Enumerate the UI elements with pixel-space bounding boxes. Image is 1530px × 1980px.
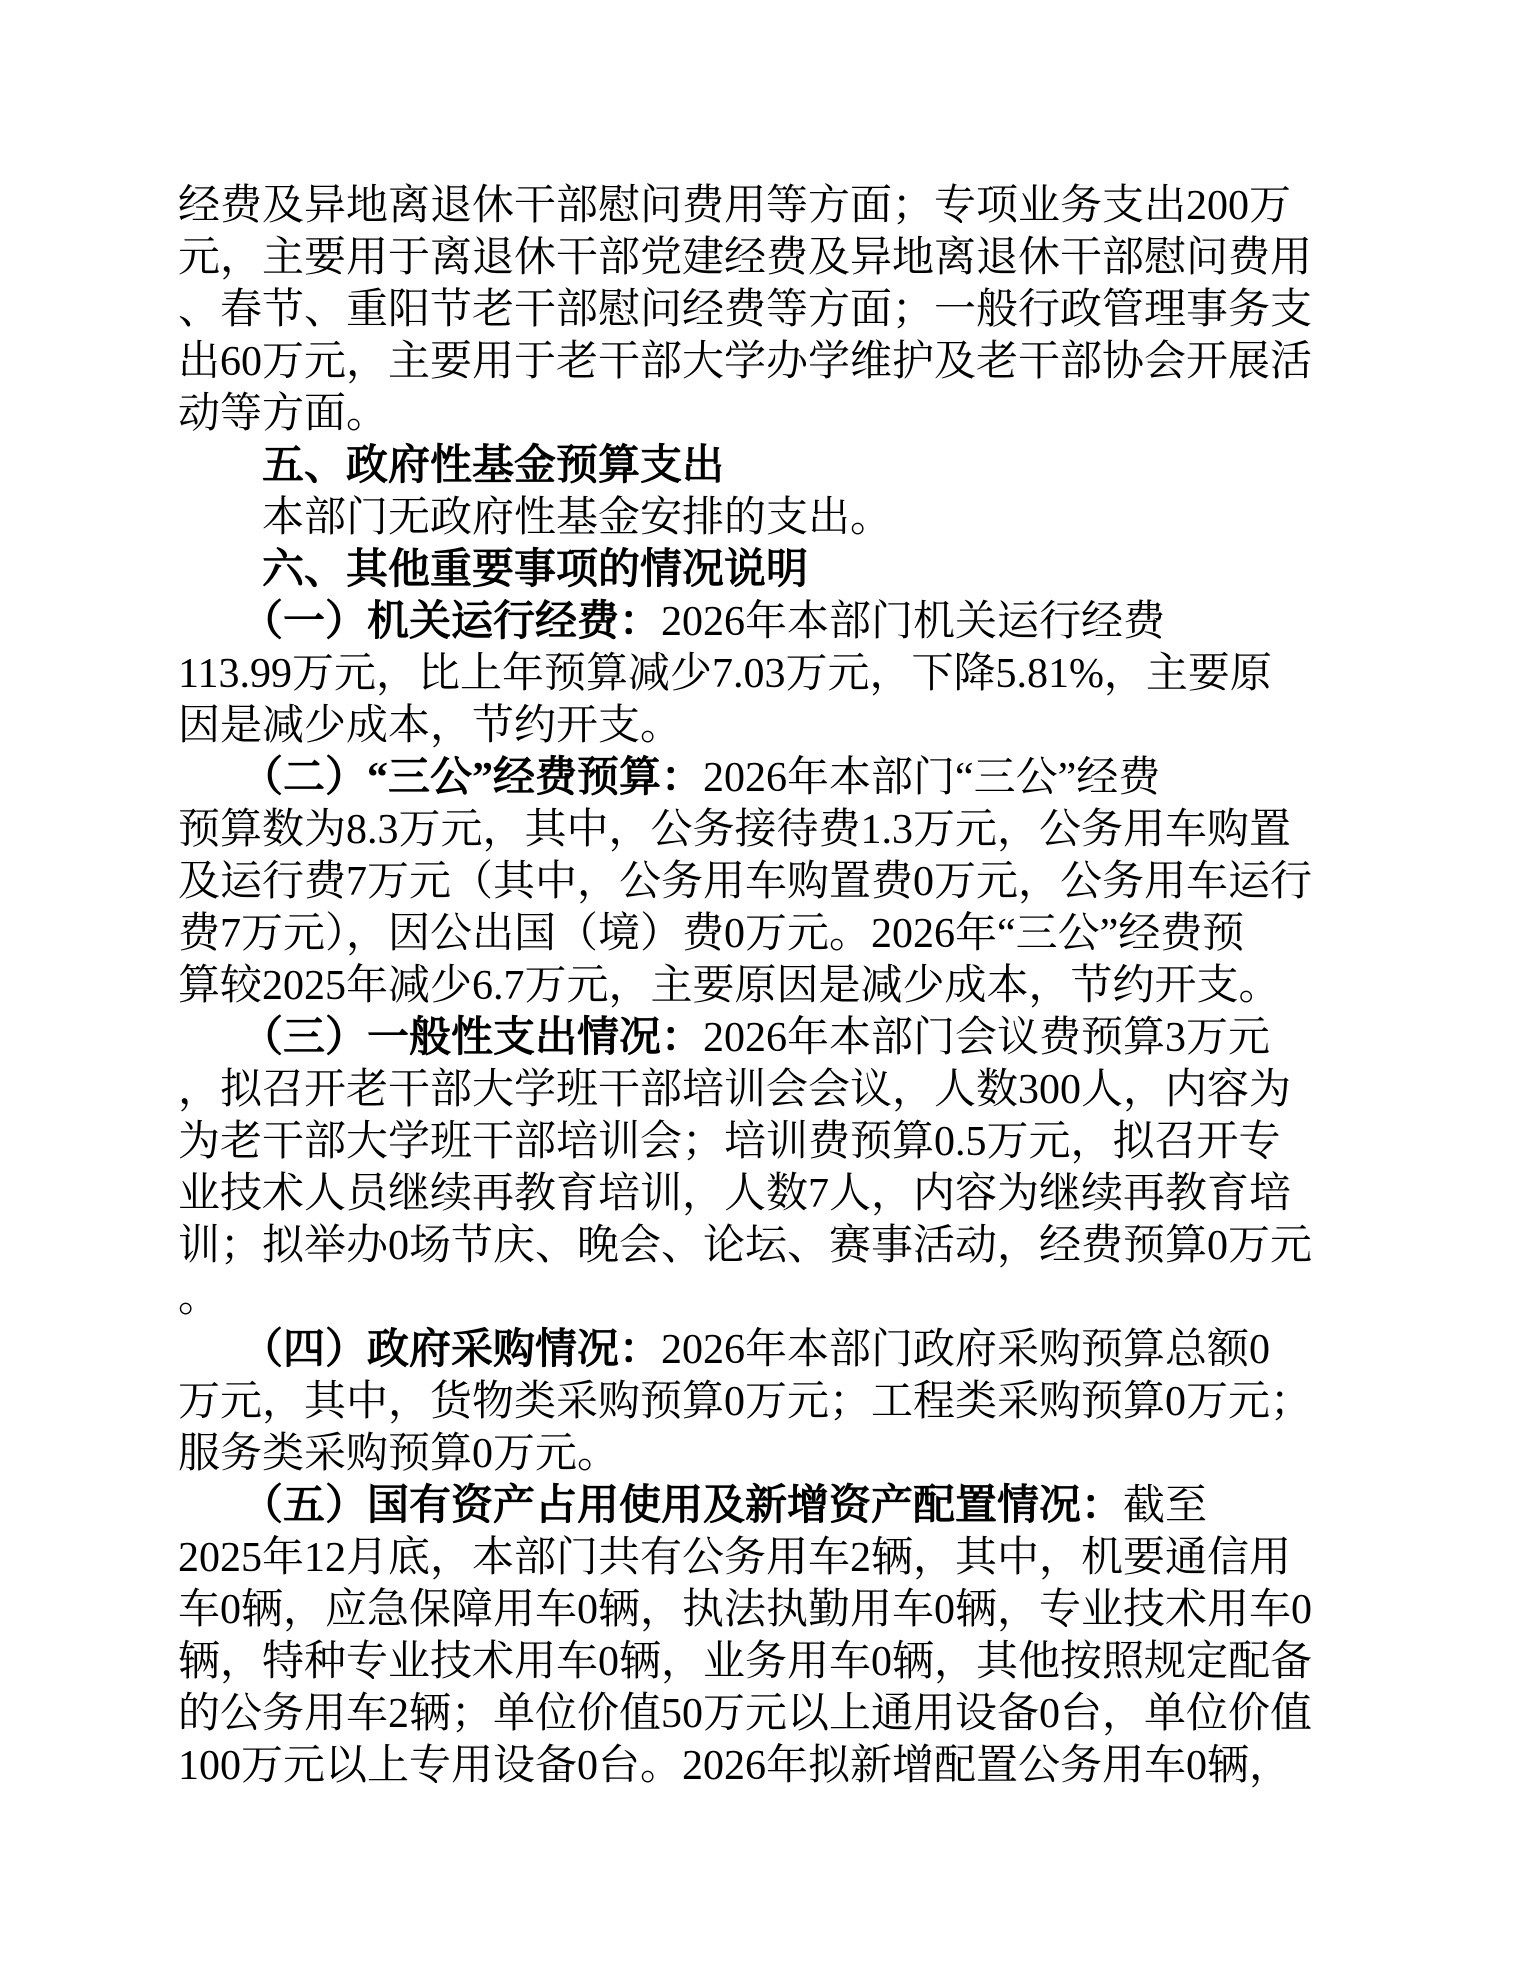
bold-heading-text: （一）机关运行经费： (178, 599, 662, 645)
text-line (178, 804, 1358, 856)
text-line (178, 1168, 1358, 1220)
text-line (178, 1220, 1358, 1272)
body-text: 辆，特种专业技术用车0辆，业务用车0辆，其他按照规定配备 (178, 1639, 1313, 1685)
bold-heading-text: 六、其他重要事项的情况说明 (178, 547, 809, 593)
text-line (178, 232, 1358, 284)
bold-heading-text: （五）国有资产占用使用及新增资产配置情况： (178, 1483, 1124, 1529)
text-line (178, 1584, 1358, 1636)
body-text: ，拟召开老干部大学班干部培训会会议，人数300人，内容为 (178, 1067, 1292, 1113)
text-line (178, 440, 1358, 492)
bold-heading-text: （四）政府采购情况： (178, 1327, 662, 1373)
text-line (178, 1324, 1358, 1376)
body-text: 训；拟举办0场节庆、晚会、论坛、赛事活动，经费预算0万元 (178, 1223, 1313, 1269)
text-line (178, 700, 1358, 752)
body-text: 及运行费7万元（其中，公务用车购置费0万元，公务用车运行 (178, 859, 1313, 905)
bold-heading-text: （二）“三公”经费预算： (178, 755, 704, 801)
body-text: 服务类采购预算0万元。 (178, 1431, 620, 1477)
body-text: 经费及异地离退休干部慰问费用等方面；专项业务支出200万 (178, 183, 1292, 229)
text-line (178, 336, 1358, 388)
body-text: 因是减少成本，节约开支。 (178, 703, 683, 749)
body-text: 2026年本部门会议费预算3万元 (703, 1015, 1271, 1061)
text-line (178, 388, 1358, 440)
text-line (178, 1272, 1358, 1324)
body-text: 元，主要用于离退休干部党建经费及异地离退休干部慰问费用 (178, 235, 1313, 281)
body-text: 车0辆，应急保障用车0辆，执法执勤用车0辆，专业技术用车0 (178, 1587, 1313, 1633)
text-line (178, 1636, 1358, 1688)
body-text: 为老干部大学班干部培训会；培训费预算0.5万元，拟召开专 (178, 1119, 1281, 1165)
text-line (178, 1428, 1358, 1480)
text-line (178, 1740, 1358, 1792)
body-text: 2025年12月底，本部门共有公务用车2辆，其中，机要通信用 (178, 1535, 1292, 1581)
document-text-block (178, 180, 1358, 1792)
text-line (178, 1376, 1358, 1428)
text-line (178, 752, 1358, 804)
text-line (178, 1064, 1358, 1116)
body-text: 2026年本部门政府采购预算总额0 (661, 1327, 1271, 1373)
body-text: 113.99万元，比上年预算减少7.03万元，下降5.81%，主要原 (178, 651, 1272, 697)
text-line (178, 180, 1358, 232)
body-text: 万元，其中，货物类采购预算0万元；工程类采购预算0万元； (178, 1379, 1313, 1425)
text-line (178, 648, 1358, 700)
text-line (178, 544, 1358, 596)
body-text: 本部门无政府性基金安排的支出。 (178, 495, 893, 541)
text-line (178, 1532, 1358, 1584)
body-text: 截至 (1123, 1483, 1208, 1529)
body-text: 2026年本部门机关运行经费 (661, 599, 1166, 645)
text-line (178, 1116, 1358, 1168)
text-line (178, 856, 1358, 908)
text-line (178, 960, 1358, 1012)
body-text: 动等方面。 (178, 391, 389, 437)
bold-heading-text: 五、政府性基金预算支出 (178, 443, 725, 489)
text-line (178, 492, 1358, 544)
body-text: 预算数为8.3万元，其中，公务接待费1.3万元，公务用车购置 (178, 807, 1292, 853)
text-line (178, 1012, 1358, 1064)
text-line (178, 1480, 1358, 1532)
body-text: 费7万元），因公出国（境）费0万元。2026年“三公”经费预 (178, 911, 1245, 957)
text-line (178, 284, 1358, 336)
body-text: 2026年本部门“三公”经费 (703, 755, 1161, 801)
body-text: 、春节、重阳节老干部慰问经费等方面；一般行政管理事务支 (178, 287, 1313, 333)
text-line (178, 908, 1358, 960)
text-line (178, 1688, 1358, 1740)
body-text: 100万元以上专用设备0台。2026年拟新增配置公务用车0辆， (178, 1743, 1292, 1789)
body-text: 业技术人员继续再教育培训，人数7人，内容为继续再教育培 (178, 1171, 1292, 1217)
body-text: 算较2025年减少6.7万元，主要原因是减少成本，节约开支。 (178, 963, 1281, 1009)
bold-heading-text: （三）一般性支出情况： (178, 1015, 704, 1061)
body-text: 。 (178, 1275, 221, 1321)
body-text: 出60万元，主要用于老干部大学办学维护及老干部协会开展活 (178, 339, 1313, 385)
body-text: 的公务用车2辆；单位价值50万元以上通用设备0台，单位价值 (178, 1691, 1313, 1737)
text-line (178, 596, 1358, 648)
